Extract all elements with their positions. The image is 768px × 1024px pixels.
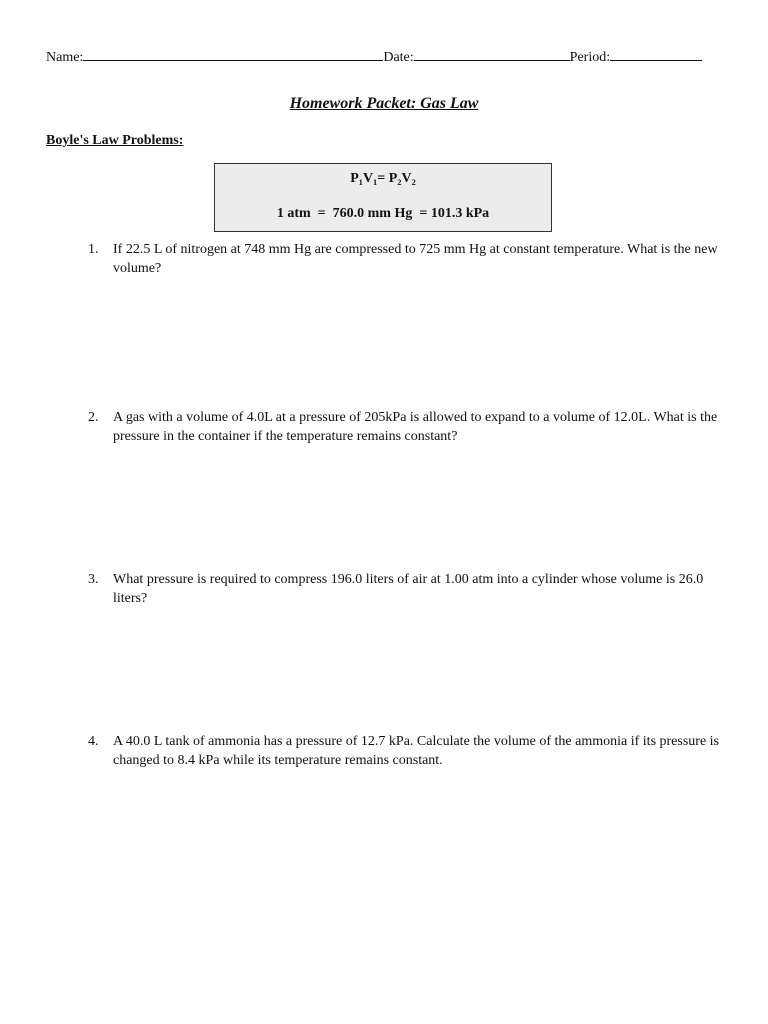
question-number: 3. [88, 572, 99, 587]
section-heading: Boyle's Law Problems: [46, 133, 184, 148]
question-item [88, 732, 720, 770]
question-text: A gas with a volume of 4.0L at a pressure of 205kPa is allowed to expand to a volume of 12.0L. What is the pressure in the container if the temperature remains constant? [113, 410, 718, 444]
period-label: Period: [569, 50, 611, 65]
question-item [88, 408, 720, 446]
question-text: A 40.0 L tank of ammonia has a pressure of 12.7 kPa. Calculate the volume of the ammonia if its pressure is changed to 8.4 kPa while its temperature remains constant. [113, 734, 720, 768]
boyles-law-equation: P₁V₁= P₂V₂ [350, 171, 416, 186]
name-blank [83, 47, 383, 61]
page-title: Homework Packet: Gas Law [289, 95, 479, 112]
date-blank [414, 47, 570, 61]
question-item [88, 240, 720, 278]
question-text: If 22.5 L of nitrogen at 748 mm Hg are compressed to 725 mm Hg at constant temperature. What is the new volume? [113, 242, 718, 276]
pressure-conversion: 1 atm = 760.0 mm Hg = 101.3 kPa [276, 206, 490, 221]
name-label: Name: [46, 50, 84, 65]
question-number: 4. [88, 734, 99, 749]
period-blank [610, 47, 702, 61]
question-item [88, 570, 720, 608]
question-text: What pressure is required to compress 196.0 liters of air at 1.00 atm into a cylinder whose volume is 26.0 liters? [113, 572, 704, 606]
question-number: 2. [88, 410, 99, 425]
student-info-line [46, 47, 716, 67]
question-number: 1. [88, 242, 99, 257]
date-label: Date: [383, 50, 414, 65]
formula-box [214, 163, 552, 232]
